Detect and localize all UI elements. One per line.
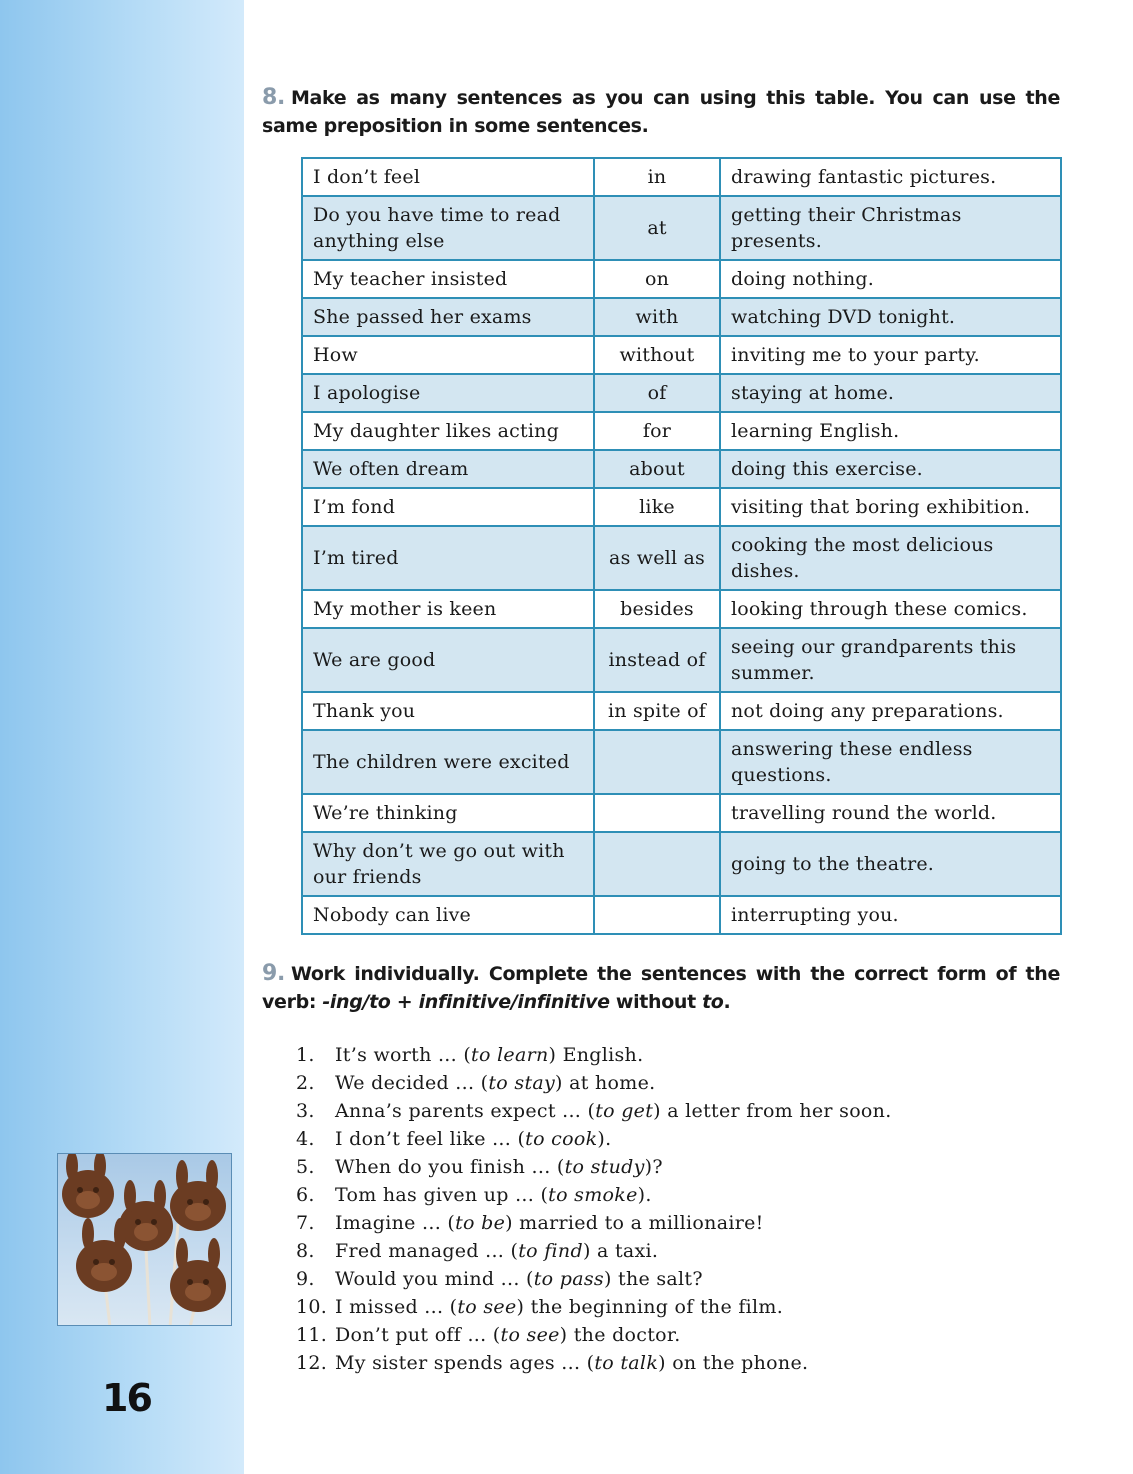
table-row <box>302 450 1061 488</box>
preposition-cell: in spite of <box>594 692 720 730</box>
sentence-text: ) the doctor. <box>559 1324 681 1346</box>
verb-hint: to learn <box>471 1044 549 1066</box>
sentence-text: ) the salt? <box>603 1268 703 1290</box>
sentence-text: Fred managed ... ( <box>335 1240 519 1262</box>
list-item <box>296 1097 892 1125</box>
table-row <box>302 526 1061 590</box>
preposition-cell: for <box>594 412 720 450</box>
sentence-number: 9. <box>296 1268 315 1290</box>
sentence-text: I missed ... ( <box>335 1296 458 1318</box>
sentence-end-cell: doing nothing. <box>720 260 1061 298</box>
sentence-number: 3. <box>296 1100 315 1122</box>
verb-hint: to see <box>500 1324 560 1346</box>
sentence-start-cell: I’m fond <box>302 488 594 526</box>
sentence-text: ) married to a millionaire! <box>505 1212 764 1234</box>
sentence-text: ) at home. <box>555 1072 656 1094</box>
sentence-number: 5. <box>296 1156 315 1178</box>
sentence-end-cell: watching DVD tonight. <box>720 298 1061 336</box>
sentence-end-cell: doing this exercise. <box>720 450 1061 488</box>
sentence-start-cell: Do you have time to read anything else <box>302 196 594 260</box>
sentence-start-cell: We’re thinking <box>302 794 594 832</box>
table-row <box>302 374 1061 412</box>
sentence-text: Anna’s parents expect ... ( <box>335 1100 596 1122</box>
sentence-text: Would you mind ... ( <box>335 1268 534 1290</box>
exercise-9-instruction-without: without <box>609 991 703 1013</box>
list-item <box>296 1209 892 1237</box>
sentence-start-cell: Nobody can live <box>302 896 594 934</box>
verb-hint: to stay <box>488 1072 556 1094</box>
chocolate-bunny-lollipops-photo <box>57 1153 232 1326</box>
sentence-number: 11. <box>296 1324 328 1346</box>
exercise-8-number: 8. <box>262 85 285 110</box>
table-row <box>302 158 1061 196</box>
exercise-9-instruction-end: . <box>723 991 731 1013</box>
sentence-text: Imagine ... ( <box>335 1212 456 1234</box>
verb-hint: to smoke <box>548 1184 638 1206</box>
list-item <box>296 1069 892 1097</box>
sentence-end-cell: not doing any preparations. <box>720 692 1061 730</box>
phrase-table <box>301 157 1062 935</box>
sentence-end-cell: seeing our grandparents this summer. <box>720 628 1061 692</box>
sentence-number: 6. <box>296 1184 315 1206</box>
preposition-cell: besides <box>594 590 720 628</box>
exercise-8-heading <box>262 84 1060 140</box>
list-item <box>296 1265 892 1293</box>
exercise-9-instruction-forms: -ing/to + infinitive/infinitive <box>322 991 610 1013</box>
sentence-text: ) on the phone. <box>658 1352 809 1374</box>
sentence-text: ) the beginning of the film. <box>516 1296 784 1318</box>
sentence-text: My sister spends ages ... ( <box>335 1352 595 1374</box>
sentence-end-cell: cooking the most delicious dishes. <box>720 526 1061 590</box>
preposition-cell: of <box>594 374 720 412</box>
sentence-text: I don’t feel like ... ( <box>335 1128 526 1150</box>
list-item <box>296 1181 892 1209</box>
page-number: 16 <box>102 1376 151 1420</box>
sentence-end-cell: looking through these comics. <box>720 590 1061 628</box>
sentence-number: 4. <box>296 1128 315 1150</box>
preposition-cell: without <box>594 336 720 374</box>
preposition-cell: in <box>594 158 720 196</box>
sentence-start-cell: I’m tired <box>302 526 594 590</box>
sentence-end-cell: getting their Christmas presents. <box>720 196 1061 260</box>
sentence-start-cell: The children were excited <box>302 730 594 794</box>
exercise-8-instruction: Make as many sentences as you can using this table. You can use the same preposition in some sentences. <box>262 87 1060 137</box>
sentence-end-cell: inviting me to your party. <box>720 336 1061 374</box>
preposition-cell: on <box>594 260 720 298</box>
sentence-end-cell: answering these endless questions. <box>720 730 1061 794</box>
exercise-9-instruction-to: to <box>702 991 724 1013</box>
sentence-text: Don’t put off ... ( <box>335 1324 501 1346</box>
verb-hint: to pass <box>533 1268 604 1290</box>
sentence-start-cell: She passed her exams <box>302 298 594 336</box>
sentence-start-cell: I apologise <box>302 374 594 412</box>
sentence-end-cell: learning English. <box>720 412 1061 450</box>
sentence-end-cell: staying at home. <box>720 374 1061 412</box>
list-item <box>296 1321 892 1349</box>
sentence-start-cell: My daughter likes acting <box>302 412 594 450</box>
list-item <box>296 1041 892 1069</box>
sentence-number: 10. <box>296 1296 328 1318</box>
list-item <box>296 1153 892 1181</box>
sentence-text: Tom has given up ... ( <box>335 1184 549 1206</box>
list-item <box>296 1293 892 1321</box>
sentence-start-cell: We are good <box>302 628 594 692</box>
preposition-cell <box>594 896 720 934</box>
sentence-text: ) a taxi. <box>582 1240 659 1262</box>
table-row <box>302 260 1061 298</box>
table-row <box>302 488 1061 526</box>
table-row <box>302 590 1061 628</box>
table-row <box>302 336 1061 374</box>
sentence-text: We decided ... ( <box>335 1072 489 1094</box>
table-row <box>302 794 1061 832</box>
preposition-cell <box>594 730 720 794</box>
verb-hint: to see <box>457 1296 517 1318</box>
sentence-list <box>296 1041 892 1377</box>
sentence-start-cell: My teacher insisted <box>302 260 594 298</box>
verb-hint: to cook <box>525 1128 598 1150</box>
sentence-text: ) English. <box>548 1044 644 1066</box>
chocolate-bunny-illustration <box>58 1154 232 1326</box>
exercise-9-heading <box>262 960 1060 1016</box>
sentence-start-cell: We often dream <box>302 450 594 488</box>
preposition-cell: at <box>594 196 720 260</box>
verb-hint: to study <box>564 1156 645 1178</box>
sentence-end-cell: drawing fantastic pictures. <box>720 158 1061 196</box>
table-row <box>302 628 1061 692</box>
sentence-number: 1. <box>296 1044 315 1066</box>
preposition-cell: about <box>594 450 720 488</box>
verb-hint: to be <box>455 1212 506 1234</box>
preposition-cell: as well as <box>594 526 720 590</box>
sentence-end-cell: visiting that boring exhibition. <box>720 488 1061 526</box>
sentence-text: ). <box>597 1128 612 1150</box>
table-row <box>302 298 1061 336</box>
preposition-cell: with <box>594 298 720 336</box>
sentence-start-cell: Why don’t we go out with our friends <box>302 832 594 896</box>
preposition-cell: instead of <box>594 628 720 692</box>
preposition-cell <box>594 794 720 832</box>
table-row <box>302 896 1061 934</box>
sentence-text: )? <box>644 1156 663 1178</box>
sentence-start-cell: My mother is keen <box>302 590 594 628</box>
sentence-number: 2. <box>296 1072 315 1094</box>
sentence-text: It’s worth ... ( <box>335 1044 472 1066</box>
sentence-start-cell: Thank you <box>302 692 594 730</box>
verb-hint: to find <box>518 1240 583 1262</box>
preposition-cell: like <box>594 488 720 526</box>
table-row <box>302 196 1061 260</box>
exercise-9-instruction-text: Work individually. Complete the sentences with the correct form of the verb: <box>262 963 1060 1013</box>
sentence-text: ). <box>637 1184 652 1206</box>
exercise-9-number: 9. <box>262 961 285 986</box>
list-item <box>296 1349 892 1377</box>
preposition-cell <box>594 832 720 896</box>
list-item <box>296 1125 892 1153</box>
sentence-end-cell: travelling round the world. <box>720 794 1061 832</box>
sentence-text: ) a letter from her soon. <box>653 1100 892 1122</box>
table-row <box>302 412 1061 450</box>
sentence-end-cell: going to the theatre. <box>720 832 1061 896</box>
table-row <box>302 692 1061 730</box>
sentence-number: 7. <box>296 1212 315 1234</box>
table-row <box>302 832 1061 896</box>
sentence-text: When do you finish ... ( <box>335 1156 565 1178</box>
sentence-start-cell: How <box>302 336 594 374</box>
sentence-start-cell: I don’t feel <box>302 158 594 196</box>
list-item <box>296 1237 892 1265</box>
sentence-number: 8. <box>296 1240 315 1262</box>
table-row <box>302 730 1061 794</box>
verb-hint: to get <box>595 1100 654 1122</box>
verb-hint: to talk <box>594 1352 659 1374</box>
sentence-end-cell: interrupting you. <box>720 896 1061 934</box>
sentence-number: 12. <box>296 1352 328 1374</box>
